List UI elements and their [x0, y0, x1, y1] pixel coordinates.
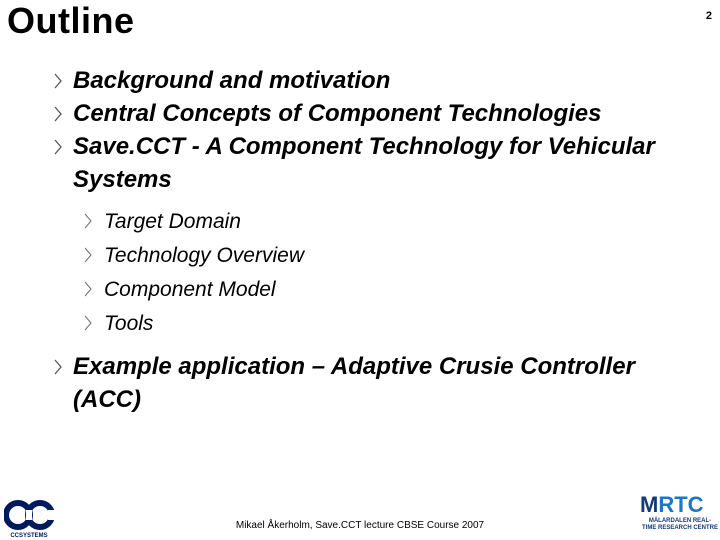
chevron-right-icon — [84, 315, 93, 331]
mrtc-rtc: RTC — [658, 492, 704, 517]
chevron-right-icon — [84, 281, 93, 297]
sub-bullet-text: Technology Overview — [104, 244, 304, 267]
chevron-right-icon — [54, 139, 63, 155]
mrtc-logo — [640, 492, 718, 540]
bullet-item — [52, 64, 692, 97]
bullet-text: Background and motivation — [73, 67, 391, 94]
sub-bullet-item — [52, 205, 692, 239]
sub-bullet-list — [52, 205, 692, 341]
chevron-right-icon — [84, 213, 93, 229]
slide-title: Outline — [7, 0, 135, 41]
bullet-text: Save.CCT - A Component Technology for Vehicular Systems — [73, 133, 655, 193]
bullet-item — [52, 97, 692, 130]
footer-text: Mikael Åkerholm, Save.CCT lecture CBSE Course 2007 — [235, 520, 485, 531]
mrtc-wordmark — [640, 492, 718, 518]
sub-bullet-text: Target Domain — [104, 210, 241, 233]
sub-bullet-item — [52, 273, 692, 307]
sub-bullet-item — [52, 239, 692, 273]
bullet-item — [52, 130, 692, 196]
cc-systems-logo — [4, 497, 54, 540]
sub-bullet-item — [52, 307, 692, 341]
page-number: 2 — [705, 10, 712, 22]
sub-bullet-text: Component Model — [104, 278, 276, 301]
chevron-right-icon — [84, 247, 93, 263]
mrtc-subtitle: MÄLARDALEN REAL-TIME RESEARCH CENTRE — [642, 518, 719, 531]
sub-bullet-text: Tools — [104, 312, 154, 335]
chevron-right-icon — [54, 106, 63, 122]
bullet-list — [52, 64, 692, 416]
mrtc-m: M — [640, 492, 659, 517]
bullet-text: Example application – Adaptive Crusie Controller (ACC) — [73, 353, 635, 413]
bullet-item — [52, 350, 692, 416]
bullet-text: Central Concepts of Component Technologies — [73, 100, 602, 127]
chevron-right-icon — [54, 359, 63, 375]
cc-systems-label: CCSYSTEMS — [10, 533, 48, 539]
chevron-right-icon — [54, 73, 63, 89]
